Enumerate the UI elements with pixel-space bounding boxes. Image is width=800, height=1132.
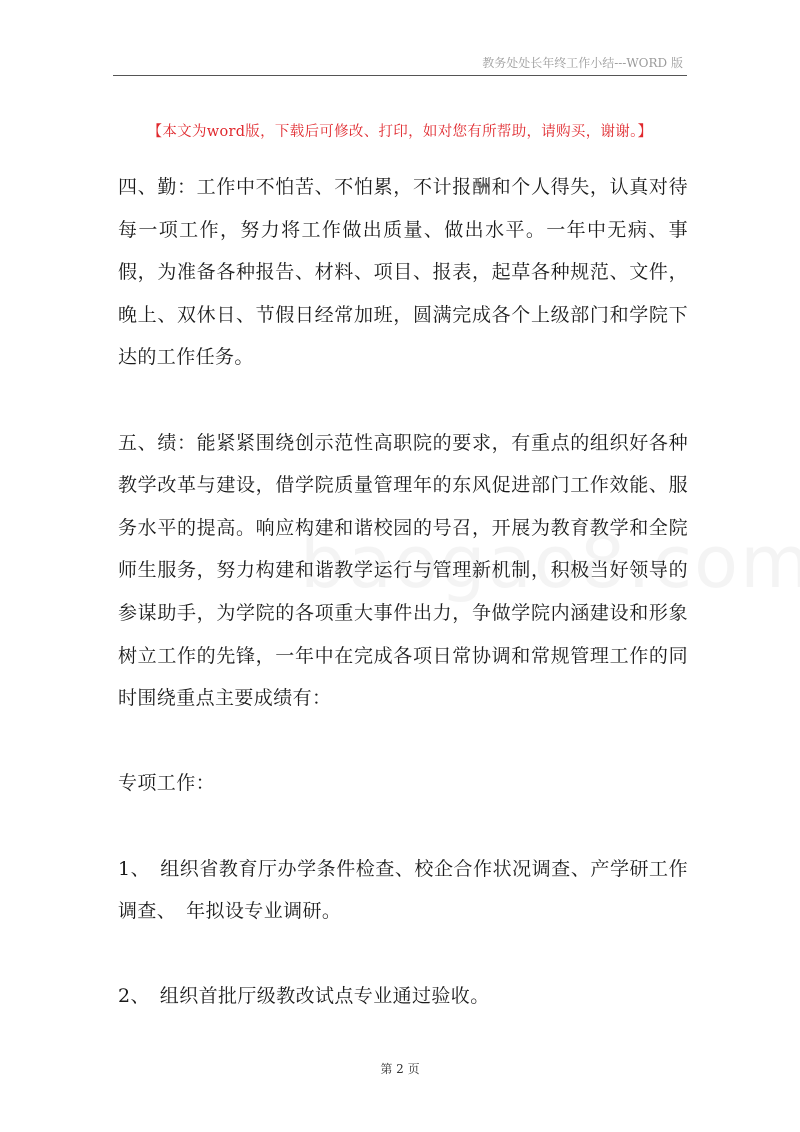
purchase-notice: 【本文为word版，下载后可修改、打印，如对您有所帮助，请购买，谢谢。】	[147, 124, 653, 140]
section-heading-special-work: 专项工作：	[118, 772, 216, 795]
header-divider	[113, 75, 687, 76]
document-body	[118, 166, 688, 1018]
list-item-2: 2、 组织首批厅级教改试点专业通过验收。	[118, 985, 490, 1008]
list-item-1: 1、 组织省教育厅办学条件检查、校企合作状况调查、产学研工作调查、 年拟设专业调研。	[118, 857, 688, 923]
running-header: 教务处处长年终工作小结---WORD 版	[482, 56, 683, 70]
page-number: 第 2 页	[380, 1062, 420, 1076]
paragraph-achievements: 五、绩：能紧紧围绕创示范性高职院的要求，有重点的组织好各种教学改革与建设，借学院质量管理年的东风促进部门工作效能、服务水平的提高。响应构建和谐校园的号召，开展为教育教学和全院师生服务，努力构建和谐教学运行与管理新机制，积极当好领导的参谋助手，为学院的各项重大事件出力，争做学院内涵建设和形象树立工作的先锋，一年中在完成各项日常协调和常规管理工作的同时围绕重点主要成绩有：	[118, 431, 688, 710]
paragraph-diligence: 四、勤：工作中不怕苦、不怕累，不计报酬和个人得失，认真对待每一项工作，努力将工作做出质量、做出水平。一年中无病、事假，为准备各种报告、材料、项目、报表，起草各种规范、文件，晚上、双休日、节假日经常加班，圆满完成各个上级部门和学院下达的工作任务。	[118, 176, 688, 369]
